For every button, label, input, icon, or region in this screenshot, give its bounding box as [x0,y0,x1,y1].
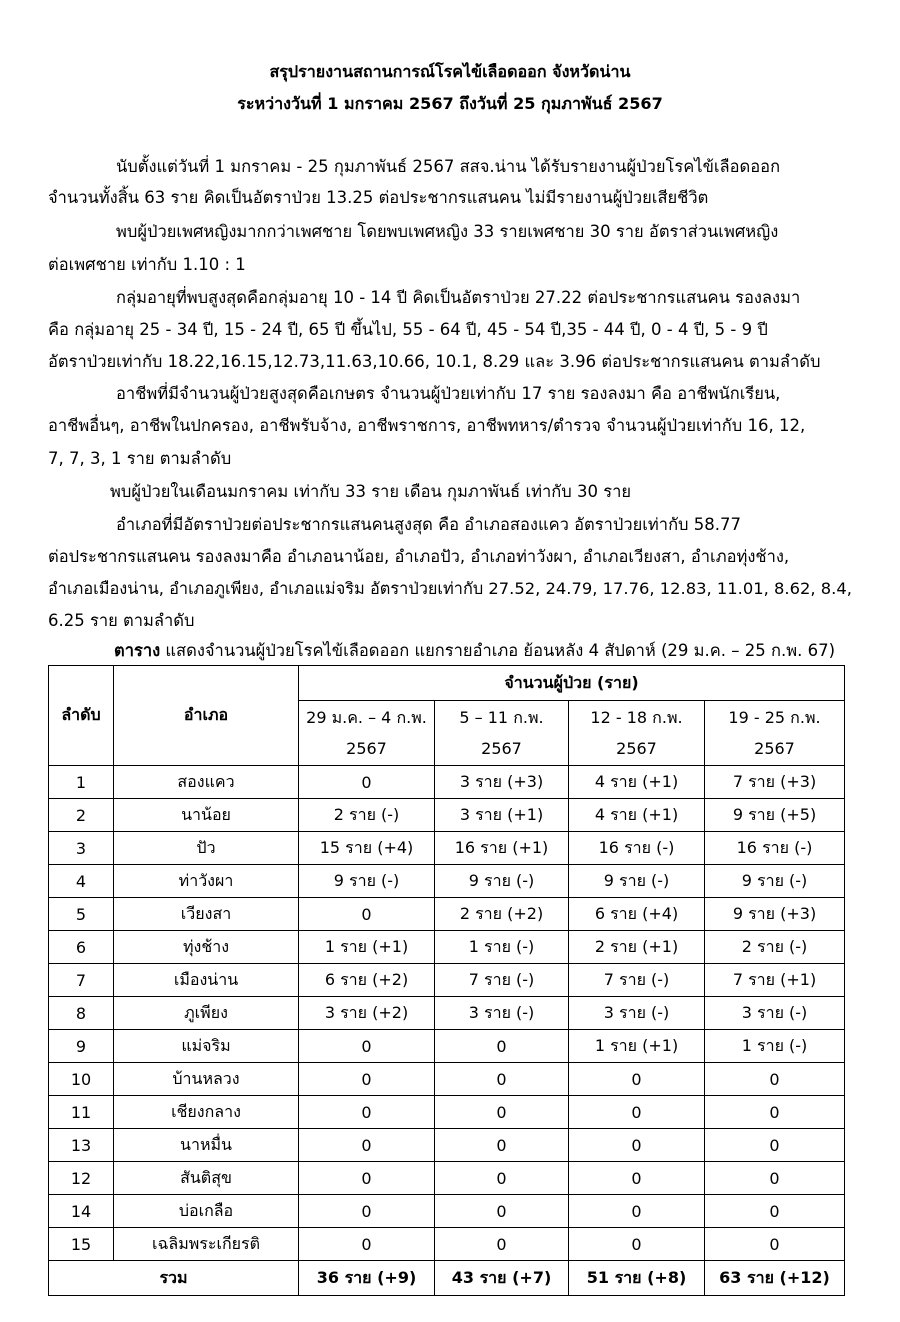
rank-cell: 14 [49,1195,114,1228]
count-cell: 0 [705,1162,845,1195]
count-cell: 6 ราย (+4) [569,898,705,931]
count-cell: 0 [435,1228,569,1261]
district-cell: ปัว [114,832,299,865]
table-caption-text: แสดงจำนวนผู้ป่วยโรคไข้เลือดออก แยกรายอำเภอ ย้อนหลัง 4 สัปดาห์ (29 ม.ค. – 25 ก.พ. 67) [160,641,836,660]
count-cell: 7 ราย (+3) [705,766,845,799]
count-cell: 0 [705,1129,845,1162]
rank-cell: 10 [49,1063,114,1096]
count-cell: 7 ราย (-) [435,964,569,997]
total-cell: 43 ราย (+7) [435,1261,569,1296]
week-range: 29 ม.ค. – 4 ก.พ. [306,708,427,727]
total-label: รวม [49,1261,299,1296]
count-cell: 0 [435,1096,569,1129]
report-subtitle: ระหว่างวันที่ 1 มกราคม 2567 ถึงวันที่ 25 กุมภาพันธ์ 2567 [237,94,663,113]
paragraph-line: พบผู้ป่วยในเดือนมกราคม เท่ากับ 33 ราย เดือน กุมภาพันธ์ เท่ากับ 30 ราย [110,482,632,501]
paragraph-line: พบผู้ป่วยเพศหญิงมากกว่าเพศชาย โดยพบเพศหญิง 33 รายเพศชาย 30 ราย อัตราส่วนเพศหญิง [116,222,779,241]
header-week [705,701,845,766]
district-cell: เฉลิมพระเกียรติ [114,1228,299,1261]
table-row [49,964,845,997]
district-cell: บ่อเกลือ [114,1195,299,1228]
rank-cell: 4 [49,865,114,898]
count-cell: 15 ราย (+4) [299,832,435,865]
district-cell: บ้านหลวง [114,1063,299,1096]
table-row [49,1063,845,1096]
rank-cell: 12 [49,1162,114,1195]
count-cell: 0 [705,1228,845,1261]
paragraph-line: อำเภอเมืองน่าน, อำเภอภูเพียง, อำเภอแม่จริม อัตราป่วยเท่ากับ 27.52, 24.79, 17.76, 12.83, 11.01, 8.62, 8.4, [48,579,852,598]
count-cell: 2 ราย (-) [299,799,435,832]
header-district: อำเภอ [114,666,299,766]
table-row [49,898,845,931]
paragraph-line: 7, 7, 3, 1 ราย ตามลำดับ [48,449,232,468]
district-cell: นาน้อย [114,799,299,832]
header-week [299,701,435,766]
count-cell: 7 ราย (+1) [705,964,845,997]
week-year: 2567 [481,739,522,758]
count-cell: 9 ราย (-) [705,865,845,898]
rank-cell: 1 [49,766,114,799]
count-cell: 0 [435,1195,569,1228]
count-cell: 0 [569,1129,705,1162]
week-year: 2567 [754,739,795,758]
paragraph-line: นับตั้งแต่วันที่ 1 มกราคม - 25 กุมภาพันธ์ 2567 สสจ.น่าน ได้รับรายงานผู้ป่วยโรคไข้เลือดออก [116,157,781,176]
rank-cell: 7 [49,964,114,997]
count-cell: 1 ราย (+1) [569,1030,705,1063]
table-row [49,1096,845,1129]
count-cell: 0 [435,1030,569,1063]
count-cell: 0 [435,1063,569,1096]
count-cell: 2 ราย (+1) [569,931,705,964]
week-year: 2567 [346,739,387,758]
district-cell: ท่าวังผา [114,865,299,898]
count-cell: 0 [435,1162,569,1195]
table-row [49,1129,845,1162]
count-cell: 0 [299,1129,435,1162]
header-rank: ลำดับ [49,666,114,766]
count-cell: 0 [569,1228,705,1261]
table-row [49,1195,845,1228]
count-cell: 3 ราย (+3) [435,766,569,799]
table-row [49,865,845,898]
count-cell: 7 ราย (-) [569,964,705,997]
district-cell: เวียงสา [114,898,299,931]
week-range: 19 - 25 ก.พ. [728,708,821,727]
table-caption-label: ตาราง [114,641,161,660]
paragraph-line: ต่อประชากรแสนคน รองลงมาคือ อำเภอนาน้อย, อำเภอปัว, อำเภอท่าวังผา, อำเภอเวียงสา, อำเภอทุ่งช้าง, [48,547,790,566]
rank-cell: 3 [49,832,114,865]
table-caption [114,641,835,661]
header-week [435,701,569,766]
count-cell: 3 ราย (+2) [299,997,435,1030]
count-cell: 0 [299,766,435,799]
count-cell: 0 [299,1195,435,1228]
week-range: 12 - 18 ก.พ. [590,708,683,727]
table-row [49,997,845,1030]
count-cell: 0 [299,1096,435,1129]
table-row [49,1162,845,1195]
count-cell: 6 ราย (+2) [299,964,435,997]
count-cell: 4 ราย (+1) [569,766,705,799]
count-cell: 0 [705,1195,845,1228]
count-cell: 16 ราย (-) [705,832,845,865]
count-cell: 2 ราย (+2) [435,898,569,931]
count-cell: 0 [435,1129,569,1162]
count-cell: 3 ราย (-) [569,997,705,1030]
count-cell: 0 [569,1195,705,1228]
total-cell: 63 ราย (+12) [705,1261,845,1296]
count-cell: 9 ราย (+3) [705,898,845,931]
header-week [569,701,705,766]
paragraph-line: อำเภอที่มีอัตราป่วยต่อประชากรแสนคนสูงสุด คือ อำเภอสองแคว อัตราป่วยเท่ากับ 58.77 [116,515,742,534]
count-cell: 0 [299,1162,435,1195]
district-cell: สันติสุข [114,1162,299,1195]
paragraph-line: อัตราป่วยเท่ากับ 18.22,16.15,12.73,11.63,10.66, 10.1, 8.29 และ 3.96 ต่อประชากรแสนคน ตามลำดับ [48,352,821,371]
table-row [49,931,845,964]
paragraph-line: อาชีพอื่นๆ, อาชีพในปกครอง, อาชีพรับจ้าง, อาชีพราชการ, อาชีพทหาร/ตำรวจ จำนวนผู้ป่วยเท่ากับ 16, 12, [48,416,806,435]
district-cell: นาหมื่น [114,1129,299,1162]
count-cell: 0 [569,1162,705,1195]
rank-cell: 13 [49,1129,114,1162]
count-cell: 3 ราย (+1) [435,799,569,832]
count-cell: 4 ราย (+1) [569,799,705,832]
rank-cell: 2 [49,799,114,832]
district-cell: สองแคว [114,766,299,799]
count-cell: 16 ราย (+1) [435,832,569,865]
total-row [49,1261,845,1296]
count-cell: 9 ราย (-) [569,865,705,898]
count-cell: 1 ราย (+1) [299,931,435,964]
count-cell: 1 ราย (-) [435,931,569,964]
rank-cell: 9 [49,1030,114,1063]
district-cell: ทุ่งช้าง [114,931,299,964]
paragraph-line: กลุ่มอายุที่พบสูงสุดคือกลุ่มอายุ 10 - 14 ปี คิดเป็นอัตราป่วย 27.22 ต่อประชากรแสนคน รองลงมา [116,288,801,307]
count-cell: 0 [299,1063,435,1096]
header-patient-count: จำนวนผู้ป่วย (ราย) [299,666,845,701]
district-cell: เมืองน่าน [114,964,299,997]
count-cell: 3 ราย (-) [435,997,569,1030]
count-cell: 0 [569,1096,705,1129]
report-title: สรุปรายงานสถานการณ์โรคไข้เลือดออก จังหวัดน่าน [269,62,631,81]
count-cell: 16 ราย (-) [569,832,705,865]
rank-cell: 15 [49,1228,114,1261]
total-cell: 36 ราย (+9) [299,1261,435,1296]
count-cell: 9 ราย (+5) [705,799,845,832]
count-cell: 0 [705,1063,845,1096]
rank-cell: 5 [49,898,114,931]
rank-cell: 6 [49,931,114,964]
table-row [49,766,845,799]
count-cell: 9 ราย (-) [435,865,569,898]
table-row [49,799,845,832]
district-cases-table [48,665,845,1296]
district-cell: แม่จริม [114,1030,299,1063]
district-cell: ภูเพียง [114,997,299,1030]
count-cell: 2 ราย (-) [705,931,845,964]
count-cell: 3 ราย (-) [705,997,845,1030]
district-cell: เชียงกลาง [114,1096,299,1129]
count-cell: 0 [299,1030,435,1063]
rank-cell: 11 [49,1096,114,1129]
table-row [49,1030,845,1063]
paragraph-line: 6.25 ราย ตามลำดับ [48,611,195,630]
count-cell: 0 [299,1228,435,1261]
count-cell: 0 [569,1063,705,1096]
count-cell: 1 ราย (-) [705,1030,845,1063]
count-cell: 0 [705,1096,845,1129]
count-cell: 9 ราย (-) [299,865,435,898]
week-range: 5 – 11 ก.พ. [459,708,544,727]
table-row [49,1228,845,1261]
paragraph-line: ต่อเพศชาย เท่ากับ 1.10 : 1 [48,255,246,274]
week-year: 2567 [616,739,657,758]
paragraph-line: คือ กลุ่มอายุ 25 - 34 ปี, 15 - 24 ปี, 65 ปี ขึ้นไป, 55 - 64 ปี, 45 - 54 ปี,35 - 44 ปี, 0 - 4 ปี, 5 - 9 ปี [48,320,768,339]
table-row [49,832,845,865]
count-cell: 0 [299,898,435,931]
total-cell: 51 ราย (+8) [569,1261,705,1296]
paragraph-line: อาชีพที่มีจำนวนผู้ป่วยสูงสุดคือเกษตร จำนวนผู้ป่วยเท่ากับ 17 ราย รองลงมา คือ อาชีพนักเรียน, [116,384,781,403]
rank-cell: 8 [49,997,114,1030]
paragraph-line: จำนวนทั้งสิ้น 63 ราย คิดเป็นอัตราป่วย 13.25 ต่อประชากรแสนคน ไม่มีรายงานผู้ป่วยเสียชีวิต [48,188,709,207]
